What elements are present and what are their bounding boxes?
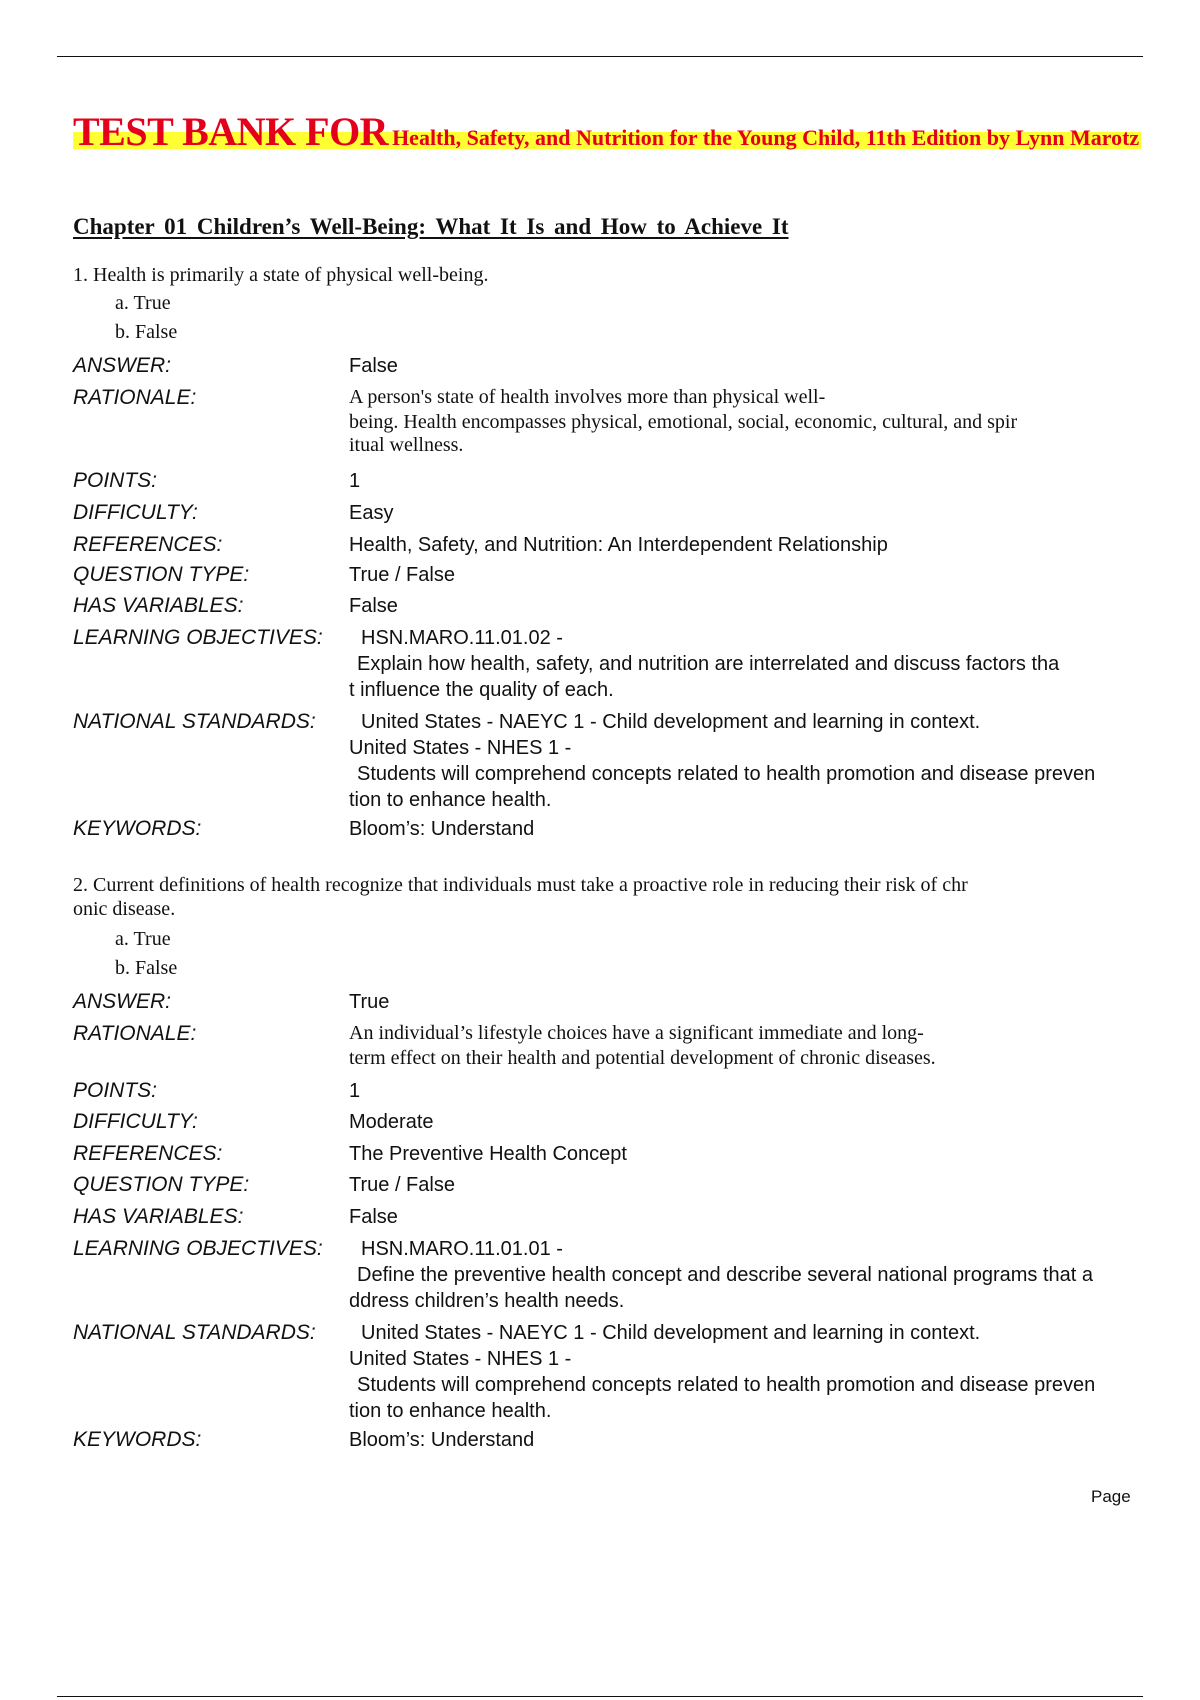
q2-rationale-line: term effect on their health and potential development of chronic diseases. — [349, 1047, 936, 1069]
q1-keywords-value: Bloom’s: Understand — [349, 818, 535, 840]
question-1-text: 1. Health is primarily a state of physical well-being. — [73, 264, 489, 286]
q2-standard-line: Students will comprehend concepts related to health promotion and disease preven — [357, 1374, 1096, 1396]
q1-rationale-line: being. Health encompasses physical, emotional, social, economic, cultural, and spir — [349, 411, 1018, 433]
q1-rationale-value — [349, 385, 1129, 458]
q1-standard-line: United States - NAEYC 1 - Child development and learning in context. — [361, 711, 981, 733]
question-2-text — [73, 873, 1133, 921]
q1-difficulty-label: DIFFICULTY: — [73, 501, 198, 524]
q2-standard-line: United States - NAEYC 1 - Child development and learning in context. — [361, 1322, 981, 1344]
document-title — [73, 109, 1153, 159]
q2-references-label: REFERENCES: — [73, 1142, 223, 1165]
q1-difficulty-value: Easy — [349, 502, 394, 524]
title-prefix: TEST BANK FOR — [73, 109, 389, 154]
question-1-option-b: b. False — [115, 321, 178, 343]
q2-difficulty-label: DIFFICULTY: — [73, 1110, 198, 1133]
question-2-text-line: 2. Current definitions of health recognize that individuals must take a proactive role in reducing their risk of chr — [73, 874, 968, 896]
q2-question-type-label: QUESTION TYPE: — [73, 1173, 250, 1196]
q2-standard-line: United States - NHES 1 - — [349, 1348, 572, 1370]
q1-rationale-line: A person's state of health involves more than physical well- — [349, 386, 826, 408]
q2-standard-line: tion to enhance health. — [349, 1400, 552, 1422]
question-1-option-a: a. True — [115, 292, 171, 314]
q1-answer-label: ANSWER: — [73, 354, 172, 377]
q2-answer-label: ANSWER: — [73, 990, 172, 1013]
q2-rationale-line: An individual’s lifestyle choices have a significant immediate and long- — [349, 1022, 924, 1044]
q2-national-standards-value — [349, 1320, 1095, 1424]
q1-standard-line: Students will comprehend concepts related to health promotion and disease preven — [357, 763, 1096, 785]
q1-national-standards-value — [349, 709, 1095, 813]
q2-learning-objectives-label: LEARNING OBJECTIVES: — [73, 1237, 323, 1260]
q1-objective-line: t influence the quality of each. — [349, 679, 614, 701]
q1-points-label: POINTS: — [73, 469, 158, 492]
q1-has-variables-label: HAS VARIABLES: — [73, 594, 244, 617]
q1-learning-objectives-value — [349, 625, 1059, 703]
question-2-text-line: onic disease. — [73, 898, 176, 920]
q2-has-variables-value: False — [349, 1206, 398, 1228]
top-rule — [57, 56, 1143, 57]
q2-difficulty-value: Moderate — [349, 1111, 434, 1133]
q2-objective-line: HSN.MARO.11.01.01 - — [361, 1238, 563, 1260]
page-footer-label: Page — [1091, 1487, 1131, 1506]
q2-learning-objectives-value — [349, 1236, 1093, 1314]
q2-keywords-value: Bloom’s: Understand — [349, 1429, 535, 1451]
q1-question-type-label: QUESTION TYPE: — [73, 563, 250, 586]
q1-question-type-value: True / False — [349, 564, 455, 586]
question-2-option-b: b. False — [115, 957, 178, 979]
chapter-heading: Chapter 01 Children’s Well-Being: What It Is and How to Achieve It — [73, 214, 789, 239]
q1-rationale-label: RATIONALE: — [73, 386, 197, 409]
q1-points-value: 1 — [349, 470, 361, 492]
q2-has-variables-label: HAS VARIABLES: — [73, 1205, 244, 1228]
q1-rationale-line: itual wellness. — [349, 434, 464, 456]
q2-rationale-label: RATIONALE: — [73, 1022, 197, 1045]
q1-objective-line: Explain how health, safety, and nutrition are interrelated and discuss factors tha — [357, 653, 1060, 675]
q2-rationale-value — [349, 1021, 1129, 1071]
q1-standard-line: tion to enhance health. — [349, 789, 552, 811]
q2-points-value: 1 — [349, 1080, 361, 1102]
q2-points-label: POINTS: — [73, 1079, 158, 1102]
q2-objective-line: ddress children’s health needs. — [349, 1290, 625, 1312]
q1-learning-objectives-label: LEARNING OBJECTIVES: — [73, 626, 323, 649]
q2-references-value: The Preventive Health Concept — [349, 1143, 627, 1165]
bottom-rule — [57, 1696, 1143, 1697]
q2-question-type-value: True / False — [349, 1174, 455, 1196]
q1-answer-value: False — [349, 355, 398, 377]
q2-keywords-label: KEYWORDS: — [73, 1428, 202, 1451]
q1-references-label: REFERENCES: — [73, 533, 223, 556]
q1-standard-line: United States - NHES 1 - — [349, 737, 572, 759]
q2-answer-value: True — [349, 991, 390, 1013]
title-book: Health, Safety, and Nutrition for the Young Child, 11th Edition by Lynn Marotz — [392, 125, 1140, 150]
q1-has-variables-value: False — [349, 595, 398, 617]
q1-national-standards-label: NATIONAL STANDARDS: — [73, 710, 316, 733]
q2-national-standards-label: NATIONAL STANDARDS: — [73, 1321, 316, 1344]
q1-keywords-label: KEYWORDS: — [73, 817, 202, 840]
question-2-option-a: a. True — [115, 928, 171, 950]
q1-objective-line: HSN.MARO.11.01.02 - — [361, 627, 563, 649]
q2-objective-line: Define the preventive health concept and describe several national programs that a — [357, 1264, 1094, 1286]
q1-references-value: Health, Safety, and Nutrition: An Interdependent Relationship — [349, 534, 888, 556]
